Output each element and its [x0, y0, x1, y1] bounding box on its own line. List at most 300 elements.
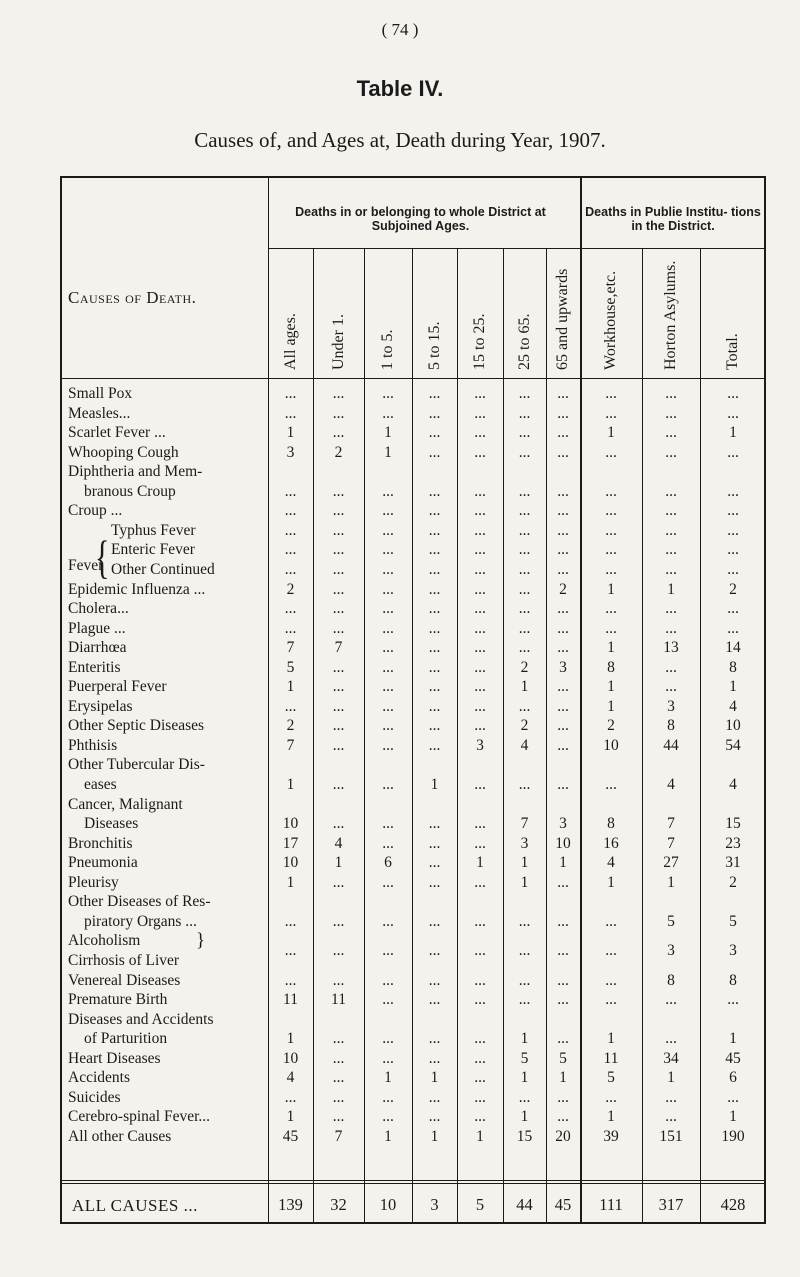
table-cell: ... — [665, 619, 677, 637]
table-cell: 10 — [555, 834, 571, 852]
table-cell: ... — [428, 991, 441, 1009]
table-cell: 7 — [667, 815, 675, 833]
table-cell: 4 — [667, 776, 675, 793]
table-cell: ... — [428, 873, 441, 891]
table-cell: ... — [474, 971, 486, 989]
table-cell: 1 — [667, 580, 675, 598]
table-cell: ... — [518, 482, 531, 500]
table-cell: ... — [332, 776, 345, 793]
table-cell: 7 — [667, 834, 675, 852]
table-cell: 3 — [667, 697, 675, 715]
row-label: Diseases and Accidents — [68, 1010, 214, 1028]
table-cell: ... — [665, 502, 677, 520]
table-cell: ... — [382, 1049, 394, 1067]
table-cell: 20 — [555, 1127, 571, 1145]
row-label: Cholera... — [68, 600, 129, 618]
table-cell: ... — [428, 580, 441, 598]
table-cell: ... — [518, 443, 531, 461]
table-cell: ... — [474, 541, 486, 559]
table-cell: ... — [428, 560, 441, 578]
table-cell: 8 — [729, 658, 737, 676]
table-cell: 7 — [520, 815, 529, 833]
table-cell: ... — [332, 502, 345, 520]
table-cell: 1 — [520, 1030, 529, 1048]
table-cell: 4 — [520, 736, 529, 754]
table-cell: 54 — [725, 736, 741, 754]
table-cell: ... — [474, 1069, 486, 1087]
table-cell: ... — [665, 443, 677, 461]
table-cell: 6 — [729, 1069, 737, 1087]
table-cell: ... — [474, 1030, 486, 1048]
table-cell: ... — [382, 639, 394, 657]
table-cell: ... — [474, 942, 486, 960]
table-cell: ... — [382, 580, 394, 598]
table-cell: ... — [518, 1088, 531, 1106]
table-cell: ... — [382, 1088, 394, 1106]
table-cell: 5 — [729, 912, 737, 930]
table-cell: ... — [474, 1108, 486, 1126]
total-cell: 139 — [278, 1195, 303, 1214]
table-cell: ... — [332, 658, 345, 676]
table-cell: 1 — [384, 1127, 392, 1145]
table-cell: ... — [557, 521, 569, 539]
table-cell: 11 — [331, 991, 346, 1009]
table-cell: ... — [518, 619, 531, 637]
table-cell: ... — [284, 482, 297, 500]
table-cell: 1 — [286, 678, 295, 696]
table-cell: ... — [474, 697, 486, 715]
table-cell: ... — [332, 1108, 345, 1126]
table-cell: ... — [557, 717, 569, 735]
table-cell: ... — [428, 834, 441, 852]
table-cell: ... — [332, 619, 345, 637]
table-cell: 1 — [520, 854, 529, 872]
table-cell: 1 — [430, 1069, 439, 1087]
row-label: Other Septic Diseases — [68, 717, 205, 735]
table-cell: 15 — [516, 1127, 533, 1145]
table-cell: ... — [332, 971, 345, 989]
table-cell: ... — [428, 639, 441, 657]
table-cell: 1 — [667, 1069, 675, 1087]
table-cell: ... — [284, 502, 297, 520]
table-cell: ... — [605, 942, 617, 960]
table-cell: ... — [474, 404, 486, 422]
table-cell: ... — [557, 678, 569, 696]
row-label: Other Tubercular Dis- — [68, 756, 205, 774]
column-header-10: Total. — [724, 333, 741, 370]
table-cell: ... — [332, 815, 345, 833]
column-header-1: All ages. — [281, 313, 299, 370]
row-label: Plague ... — [68, 619, 126, 637]
table-cell: ... — [557, 971, 569, 989]
table-cell: 23 — [725, 834, 741, 852]
row-label: Whooping Cough — [68, 443, 179, 461]
total-rule — [60, 1180, 766, 1181]
table-cell: ... — [518, 502, 531, 520]
table-cell: ... — [727, 619, 739, 637]
table-cell: ... — [332, 678, 345, 696]
table-cell: ... — [332, 404, 345, 422]
fever-brace: { — [95, 532, 110, 585]
table-cell: ... — [557, 697, 569, 715]
table-cell: ... — [428, 1030, 441, 1048]
table-cell: ... — [474, 424, 486, 442]
table-cell: 4 — [334, 834, 343, 852]
table-cell: ... — [518, 697, 531, 715]
table-cell: 1 — [729, 1030, 737, 1048]
table-cell: ... — [518, 971, 531, 989]
table-cell: ... — [332, 482, 345, 500]
table-cell: ... — [727, 404, 739, 422]
table-cell: ... — [665, 600, 677, 618]
row-label: Alcoholism — [68, 932, 141, 950]
table-cell: 8 — [729, 971, 737, 989]
table-cell: 1 — [476, 854, 484, 872]
table-cell: ... — [518, 600, 531, 618]
table-cell: ... — [605, 404, 617, 422]
table-cell: 1 — [607, 1108, 615, 1126]
row-label: Cirrhosis of Liver — [68, 951, 180, 969]
table-cell: 1 — [384, 424, 392, 442]
row-label: Cancer, Malignant — [68, 795, 183, 813]
table-cell: ... — [332, 521, 345, 539]
table-cell: ... — [428, 678, 441, 696]
table-cell: ... — [474, 521, 486, 539]
table-cell: ... — [474, 658, 486, 676]
table-cell: 151 — [659, 1127, 683, 1145]
total-cell: 3 — [430, 1195, 439, 1214]
table-cell: 1 — [384, 1069, 392, 1087]
table-cell: ... — [382, 1030, 394, 1048]
table-cell: ... — [474, 1088, 486, 1106]
table-cell: ... — [382, 697, 394, 715]
table-cell: 1 — [430, 776, 439, 793]
table-cell: 8 — [607, 815, 615, 833]
table-cell: 15 — [725, 815, 741, 833]
table-cell: ... — [428, 385, 441, 402]
table-cell: ... — [727, 600, 739, 618]
table-cell: 5 — [607, 1069, 615, 1087]
table-cell: ... — [557, 502, 569, 520]
table-cell: ... — [474, 502, 486, 520]
row-label: Cerebro-spinal Fever... — [68, 1108, 211, 1126]
table-cell: 1 — [286, 1030, 295, 1048]
table-cell: ... — [518, 580, 531, 598]
table-cell: 4 — [607, 854, 615, 872]
table-cell: 1 — [607, 580, 615, 598]
row-label: eases — [84, 776, 117, 793]
table-cell: 1 — [520, 1069, 529, 1087]
table-cell: ... — [727, 541, 739, 559]
table-cell: ... — [428, 736, 441, 754]
table-cell: 11 — [603, 1049, 619, 1067]
table-cell: 1 — [607, 697, 615, 715]
table-cell: ... — [382, 971, 394, 989]
total-cell: 317 — [658, 1195, 684, 1214]
table-cell: ... — [284, 560, 297, 578]
table-cell: ... — [382, 815, 394, 833]
table-cell: ... — [332, 736, 345, 754]
table-cell: ... — [474, 873, 486, 891]
table-cell: 1 — [667, 873, 675, 891]
table-cell: ... — [332, 600, 345, 618]
row-label: Bronchitis — [68, 834, 133, 852]
table-cell: 3 — [667, 942, 675, 960]
table-cell: ... — [474, 991, 486, 1009]
table-cell: ... — [605, 600, 617, 618]
table-cell: ... — [557, 639, 569, 657]
row-label: All other Causes — [68, 1127, 172, 1145]
table-cell: ... — [382, 1108, 394, 1126]
table-cell: ... — [332, 1069, 345, 1087]
table-cell: ... — [665, 521, 677, 539]
table-cell: ... — [665, 1108, 677, 1126]
total-cell: 44 — [516, 1195, 533, 1214]
table-cell: ... — [518, 521, 531, 539]
table-cell: 10 — [725, 717, 741, 735]
table-cell: 7 — [334, 1127, 343, 1145]
row-label: Measles... — [68, 404, 131, 422]
table-cell: ... — [557, 991, 569, 1009]
table-cell: 2 — [334, 443, 343, 461]
table-cell: ... — [332, 912, 345, 930]
table-cell: ... — [284, 697, 297, 715]
table-cell: ... — [382, 560, 394, 578]
row-label: Puerperal Fever — [68, 678, 167, 696]
table-cell: 11 — [283, 991, 298, 1009]
table-cell: 1 — [520, 873, 529, 891]
table-cell: ... — [474, 600, 486, 618]
table-cell: 7 — [286, 639, 295, 657]
table-cell: ... — [474, 619, 486, 637]
column-header-5: 15 to 25. — [471, 313, 488, 370]
table-cell: ... — [428, 521, 441, 539]
table-cell: ... — [428, 697, 441, 715]
table-cell: 2 — [520, 658, 529, 676]
table-cell: ... — [428, 619, 441, 637]
table-cell: ... — [332, 424, 345, 442]
table-cell: ... — [382, 482, 394, 500]
table-cell: ... — [474, 443, 486, 461]
table-cell: 14 — [725, 639, 741, 657]
table-cell: 45 — [282, 1127, 299, 1145]
table-cell: ... — [557, 776, 569, 793]
table-cell: 27 — [663, 854, 679, 872]
table-cell: ... — [382, 658, 394, 676]
row-label: Erysipelas — [68, 697, 133, 715]
table-cell: ... — [428, 942, 441, 960]
total-cell: 5 — [475, 1195, 485, 1214]
table-cell: ... — [428, 912, 441, 930]
total-cell: 32 — [330, 1195, 347, 1214]
table-cell: ... — [605, 443, 617, 461]
table-cell: 3 — [520, 834, 529, 852]
table-cell: ... — [474, 834, 486, 852]
table-cell: ... — [727, 521, 739, 539]
row-label: Enteric Fever — [111, 541, 195, 559]
table-cell: 1 — [607, 639, 615, 657]
table-cell: 5 — [559, 1049, 567, 1067]
table-cell: ... — [428, 541, 441, 559]
table-cell: 1 — [607, 1030, 615, 1048]
table-cell: ... — [557, 424, 569, 442]
table-cell: 1 — [286, 1108, 295, 1126]
table-cell: ... — [605, 541, 617, 559]
table-cell: 5 — [286, 658, 295, 676]
table-cell: ... — [284, 1088, 297, 1106]
table-cell: ... — [428, 971, 441, 989]
table-cell: 1 — [729, 678, 737, 696]
table-cell: ... — [518, 942, 531, 960]
table-cell: 3 — [559, 815, 567, 833]
table-cell: 10 — [282, 854, 299, 872]
table-cell: 1 — [384, 443, 392, 461]
table-subtitle: Causes of, and Ages at, Death during Year, 1907. — [194, 128, 606, 152]
column-header-7: 65 and upwards — [554, 268, 571, 370]
table-cell: ... — [474, 776, 486, 793]
table-cell: 3 — [729, 942, 737, 960]
row-label: Diarrhœa — [68, 639, 127, 657]
table-cell: ... — [557, 1088, 569, 1106]
table-cell: 8 — [667, 971, 675, 989]
table-cell: ... — [474, 639, 486, 657]
table-cell: 10 — [282, 815, 299, 833]
table-cell: 31 — [725, 854, 741, 872]
table-cell: ... — [474, 717, 486, 735]
table-cell: ... — [332, 717, 345, 735]
table-cell: ... — [284, 912, 297, 930]
table-cell: ... — [428, 854, 441, 872]
table-cell: ... — [605, 912, 617, 930]
row-label: Other Continued — [111, 560, 215, 578]
table-cell: ... — [428, 1108, 441, 1126]
group-header-rule — [268, 248, 766, 249]
column-header-6: 25 to 65. — [515, 313, 533, 370]
table-cell: ... — [518, 385, 531, 402]
all-causes-label: ALL CAUSES ... — [72, 1196, 198, 1215]
table-cell: ... — [382, 502, 394, 520]
table-cell: 1 — [729, 424, 737, 442]
table-cell: ... — [557, 912, 569, 930]
row-label: Typhus Fever — [111, 521, 196, 539]
table-cell: ... — [428, 443, 441, 461]
table-cell: ... — [665, 1088, 677, 1106]
table-cell: ... — [605, 971, 617, 989]
row-label: Premature Birth — [68, 991, 168, 1009]
table-cell: ... — [332, 580, 345, 598]
row-label: Other Diseases of Res- — [68, 893, 211, 911]
total-cell: 428 — [720, 1195, 746, 1214]
table-cell: 1 — [520, 1108, 529, 1126]
table-cell: ... — [665, 678, 677, 696]
table-cell: ... — [428, 815, 441, 833]
total-cell: 111 — [599, 1195, 623, 1214]
row-label: Diseases — [84, 815, 139, 833]
row-label: Accidents — [68, 1069, 130, 1087]
table-cell: 1 — [607, 678, 615, 696]
table-cell: ... — [332, 385, 345, 402]
table-cell: ... — [382, 736, 394, 754]
total-rule-double — [60, 1183, 766, 1184]
table-cell: 1 — [607, 873, 615, 891]
table-cell: 10 — [603, 736, 619, 754]
table-cell: ... — [557, 443, 569, 461]
table-cell: ... — [474, 678, 486, 696]
table-cell: 1 — [286, 776, 295, 793]
table-cell: ... — [474, 385, 486, 402]
table-cell: ... — [557, 942, 569, 960]
table-cell: 17 — [282, 834, 299, 852]
public-institutions-group-header: Deaths in Publie Institu- tions in the District. — [585, 205, 761, 233]
table-cell: ... — [727, 1088, 739, 1106]
table-cell: 7 — [286, 736, 295, 754]
table-cell: 3 — [476, 736, 484, 754]
causes-column-header: Causes of Death. — [68, 288, 197, 307]
table-cell: 39 — [603, 1127, 619, 1145]
row-label: Enteritis — [68, 658, 121, 676]
table-cell: ... — [557, 873, 569, 891]
table-cell: 3 — [286, 443, 295, 461]
district-ages-group-header: Deaths in or belonging to whole District at Subjoined Ages. — [295, 205, 546, 233]
table-cell: ... — [284, 600, 297, 618]
header-bottom-rule — [60, 378, 766, 379]
table-cell: 10 — [282, 1049, 299, 1067]
table-cell: 34 — [663, 1049, 679, 1067]
table-cell: 1 — [520, 678, 529, 696]
table-cell: 2 — [559, 580, 567, 598]
table-cell: ... — [284, 619, 297, 637]
table-cell: 8 — [607, 658, 615, 676]
table-cell: ... — [665, 424, 677, 442]
table-cell: ... — [284, 521, 297, 539]
table-cell: ... — [727, 482, 739, 500]
row-label: Scarlet Fever ... — [68, 424, 166, 442]
table-cell: ... — [332, 541, 345, 559]
table-cell: 3 — [559, 658, 567, 676]
table-cell: ... — [332, 1030, 345, 1048]
table-cell: ... — [284, 541, 297, 559]
row-label: Epidemic Influenza ... — [68, 580, 206, 598]
table-cell: ... — [382, 600, 394, 618]
table-cell: 2 — [729, 873, 737, 891]
row-label: Suicides — [68, 1088, 121, 1106]
table-cell: ... — [665, 385, 677, 402]
table-cell: 190 — [721, 1127, 745, 1145]
table-cell: ... — [665, 658, 677, 676]
column-header-8: Workhouse,etc. — [602, 270, 619, 370]
table-cell: 4 — [729, 697, 737, 715]
row-label: Phthisis — [68, 736, 118, 754]
table-cell: ... — [382, 541, 394, 559]
table-cell: 4 — [286, 1069, 295, 1087]
table-cell: 1 — [430, 1127, 439, 1145]
table-cell: ... — [428, 600, 441, 618]
table-cell: ... — [428, 482, 441, 500]
table-cell: ... — [428, 717, 441, 735]
table-cell: 5 — [520, 1049, 529, 1067]
table-cell: ... — [665, 560, 677, 578]
table-cell: ... — [605, 619, 617, 637]
table-cell: ... — [428, 1049, 441, 1067]
table-cell: ... — [665, 482, 677, 500]
page-number: ( 74 ) — [381, 20, 419, 39]
table-cell: 44 — [663, 736, 679, 754]
table-cell: ... — [474, 815, 486, 833]
table-cell: 5 — [667, 912, 675, 930]
table-cell: ... — [518, 560, 531, 578]
table-cell: ... — [284, 404, 297, 422]
total-cell: 45 — [554, 1195, 572, 1214]
